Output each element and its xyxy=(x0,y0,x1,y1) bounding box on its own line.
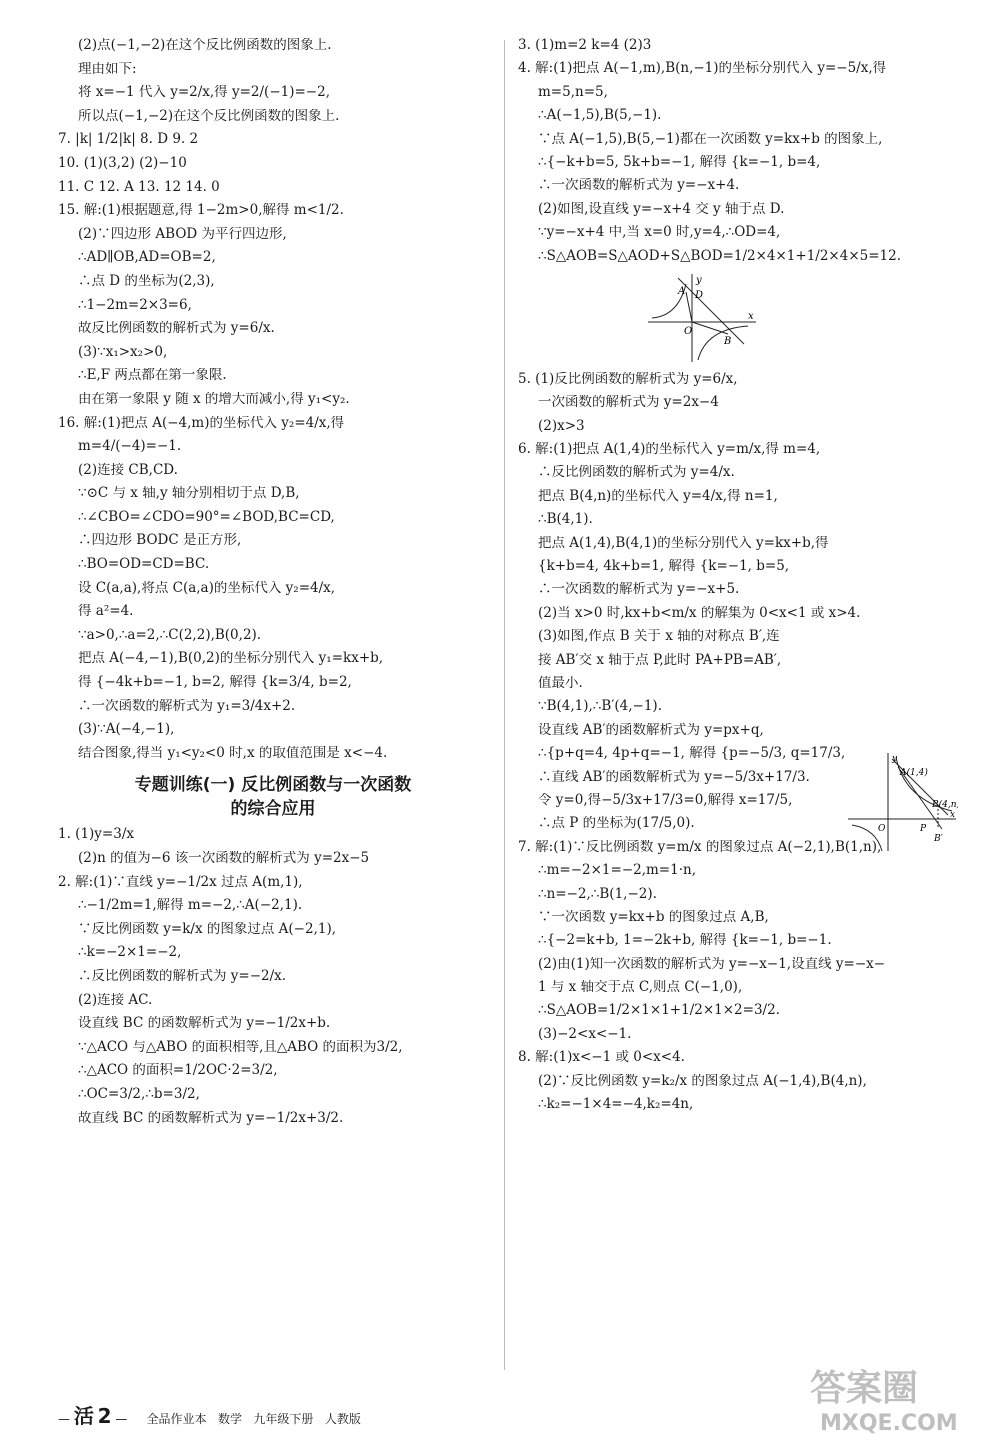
answer-line: (2)当 x>0 时,kx+b<m/x 的解集为 0<x<1 或 x>4. xyxy=(538,605,861,621)
answer-line: ∴{−2=k+b, 1=−2k+b, 解得 {k=−1, b=−1. xyxy=(538,933,832,949)
footer-dash-right: — xyxy=(115,1412,128,1426)
answer-line: ∴一次函数的解析式为 y=−x+5. xyxy=(538,582,740,598)
answer-line: ∴BO=OD=CD=BC. xyxy=(78,557,210,573)
section-title-line-1: 专题训练(一) 反比例函数与一次函数 xyxy=(134,775,412,796)
column-divider xyxy=(504,40,505,1370)
answer-line: ∴k₂=−1×4=−4,k₂=4n, xyxy=(538,1097,694,1113)
answer-line: ∴四边形 BODC 是正方形, xyxy=(78,533,242,549)
label-o: O xyxy=(684,325,693,337)
answer-line: 令 y=0,得−5/3x+17/3=0,解得 x=17/5, xyxy=(538,792,793,808)
left-answers-block-2 xyxy=(58,827,488,1134)
answer-line: ∴△ACO 的面积=1/2OC·2=3/2, xyxy=(78,1063,278,1079)
answer-line: 所以点(−1,−2)在这个反比例函数的图象上. xyxy=(78,108,340,124)
answer-line: m=5,n=5, xyxy=(538,84,608,100)
answer-line: 将 x=−1 代入 y=2/x,得 y=2/(−1)=−2, xyxy=(78,85,330,101)
watermark-bottom: MXQE.COM xyxy=(820,1411,958,1436)
answer-line: m=4/(−4)=−1. xyxy=(78,439,182,455)
answer-line: (2)连接 AC. xyxy=(78,992,153,1008)
answer-line: 故直线 BC 的函数解析式为 y=−1/2x+3/2. xyxy=(78,1110,344,1126)
hyperbola-branch-right xyxy=(698,326,748,360)
answer-line: ∵反比例函数 y=k/x 的图象过点 A(−2,1), xyxy=(78,921,337,937)
answer-line: (3)−2<x<−1. xyxy=(538,1026,632,1042)
answer-line: 6. 解:(1)把点 A(1,4)的坐标代入 y=m/x,得 m=4, xyxy=(518,442,821,458)
watermark-top: 答案圈 xyxy=(810,1368,919,1409)
right-answers-block-2 xyxy=(518,372,970,1121)
answer-line: ∴点 P 的坐标为(17/5,0). xyxy=(538,816,695,832)
answer-line: 结合图象,得当 y₁<y₂<0 时,x 的取值范围是 x<−4. xyxy=(78,745,388,761)
answer-line: ∴1−2m=2×3=6, xyxy=(78,297,192,313)
answer-line: ∴{p+q=4, 4p+q=−1, 解得 {p=−5/3, q=17/3, xyxy=(538,746,846,762)
label-a: A xyxy=(678,285,686,297)
answer-line: {k+b=4, 4k+b=1, 解得 {k=−1, b=5, xyxy=(538,559,790,575)
answer-line: ∴B(4,1). xyxy=(538,512,593,528)
answer-line: 把点 B(4,n)的坐标代入 y=4/x,得 n=1, xyxy=(538,488,778,504)
label-x: x xyxy=(748,310,754,322)
figure-graph-q6 xyxy=(848,753,958,857)
answer-line: ∴一次函数的解析式为 y=−x+4. xyxy=(538,178,740,194)
answer-line: ∵⊙C 与 x 轴,y 轴分别相切于点 D,B, xyxy=(78,486,300,502)
edition: 人教版 xyxy=(324,1412,361,1426)
answer-line: 16. 解:(1)把点 A(−4,m)的坐标代入 y₂=4/x,得 xyxy=(58,415,345,431)
answer-line: ∴反比例函数的解析式为 y=4/x. xyxy=(538,465,735,481)
label-x: x xyxy=(950,810,956,820)
answer-line: ∴∠CBO=∠CDO=90°=∠BOD,BC=CD, xyxy=(78,509,335,525)
answer-line: (2)由(1)知一次函数的解析式为 y=−x−1,设直线 y=−x− xyxy=(538,956,886,972)
answer-line: 故反比例函数的解析式为 y=6/x. xyxy=(78,321,275,337)
section-title-line-2: 的综合应用 xyxy=(230,799,316,820)
page-number: 2 xyxy=(97,1404,112,1428)
segment-ob xyxy=(692,322,728,334)
answer-line: 3. (1)m=2 k=4 (2)3 xyxy=(518,38,652,53)
answer-line: 把点 A(1,4),B(4,1)的坐标分别代入 y=kx+b,得 xyxy=(538,535,829,551)
label-p: P xyxy=(920,824,927,834)
label-y: y xyxy=(696,274,702,286)
graph-q4-svg xyxy=(648,274,758,364)
answer-line: 1. (1)y=3/x xyxy=(58,827,134,843)
right-column xyxy=(518,38,970,1120)
answer-line: (3)∵A(−4,−1), xyxy=(78,722,175,738)
answer-line: ∴S△AOB=S△AOD+S△BOD=1/2×4×1+1/2×4×5=12. xyxy=(538,248,902,264)
answer-line: ∴−1/2m=1,解得 m=−2,∴A(−2,1). xyxy=(78,898,303,914)
watermark-svg xyxy=(800,1360,970,1440)
answer-line: ∴S△AOB=1/2×1×1+1/2×1×2=3/2. xyxy=(538,1003,780,1019)
graph-q6-svg xyxy=(848,753,958,853)
answer-line: ∴m=−2×1=−2,m=1·n, xyxy=(538,863,696,879)
answer-line: ∴k=−2×1=−2, xyxy=(78,945,182,961)
answer-line: ∴OC=3/2,∴b=3/2, xyxy=(78,1086,200,1102)
answer-line: ∵B(4,1),∴B′(4,−1). xyxy=(538,699,662,715)
answer-line: 设 C(a,a),将点 C(a,a)的坐标代入 y₂=4/x, xyxy=(78,580,336,596)
label-b: B xyxy=(724,335,732,347)
answer-line: (3)如图,作点 B 关于 x 轴的对称点 B′,连 xyxy=(538,629,780,645)
book-title: 全品作业本 xyxy=(146,1412,207,1426)
answer-line: 接 AB′交 x 轴于点 P,此时 PA+PB=AB′, xyxy=(538,652,782,668)
answer-line: (3)∵x₁>x₂>0, xyxy=(78,344,168,360)
left-answers-block-1 xyxy=(58,38,488,769)
answer-line: (2)如图,设直线 y=−x+4 交 y 轴于点 D. xyxy=(538,201,785,217)
answer-line: (2)点(−1,−2)在这个反比例函数的图象上. xyxy=(78,38,332,53)
answer-line: ∵a>0,∴a=2,∴C(2,2),B(0,2). xyxy=(78,627,262,643)
answer-line: 1 与 x 轴交于点 C,则点 C(−1,0), xyxy=(538,980,743,996)
answer-line: 值最小. xyxy=(538,675,583,691)
answer-line: ∴E,F 两点都在第一象限. xyxy=(78,368,227,384)
answer-line: 设直线 BC 的函数解析式为 y=−1/2x+b. xyxy=(78,1016,331,1032)
answer-line: 由在第一象限 y 随 x 的增大而减小,得 y₁<y₂. xyxy=(78,391,350,407)
answer-line: ∵y=−x+4 中,当 x=0 时,y=4,∴OD=4, xyxy=(538,225,781,241)
label-o: O xyxy=(878,824,886,834)
answer-line: (2)n 的值为−6 该一次函数的解析式为 y=2x−5 xyxy=(78,851,370,866)
answer-line: (2)x>3 xyxy=(538,418,585,434)
label-y: y xyxy=(892,754,898,764)
segment-ao xyxy=(686,292,692,322)
label-b: B(4,n) xyxy=(932,800,958,810)
subject: 数学 xyxy=(217,1412,242,1426)
label-b-prime: B′ xyxy=(934,834,943,844)
answer-line: ∴直线 AB′的函数解析式为 y=−5/3x+17/3. xyxy=(538,769,810,785)
answer-line: 得 a²=4. xyxy=(78,604,134,620)
page-prefix: 活 xyxy=(73,1404,94,1428)
label-a: A(1,4) xyxy=(900,768,928,778)
answer-line: ∴n=−2,∴B(1,−2). xyxy=(538,886,657,902)
answer-line: ∴一次函数的解析式为 y₁=3/4x+2. xyxy=(78,698,296,714)
answer-line: ∵△ACO 与△ABO 的面积相等,且△ABO 的面积为3/2, xyxy=(78,1039,403,1055)
footer-dash-left: — xyxy=(58,1412,70,1426)
watermark-logo xyxy=(800,1360,970,1444)
answer-line: (2)连接 CB,CD. xyxy=(78,462,178,478)
answer-line: 7. |k| 1/2|k| 8. D 9. 2 xyxy=(58,132,199,148)
answer-line: 把点 A(−4,−1),B(0,2)的坐标分别代入 y₁=kx+b, xyxy=(78,651,384,667)
answer-line: ∴点 D 的坐标为(2,3), xyxy=(78,273,215,289)
answer-line: 11. C 12. A 13. 12 14. 0 xyxy=(58,179,220,195)
answer-line: 2. 解:(1)∵直线 y=−1/2x 过点 A(m,1), xyxy=(58,874,303,890)
label-d: D xyxy=(695,289,704,301)
answer-line: 7. 解:(1)∵反比例函数 y=m/x 的图象过点 A(−2,1),B(1,n), xyxy=(518,839,882,855)
answer-line: 得 {−4k+b=−1, b=2, 解得 {k=3/4, b=2, xyxy=(78,675,352,691)
answer-line: 10. (1)(3,2) (2)−10 xyxy=(58,155,187,171)
answer-line: (2)∵四边形 ABOD 为平行四边形, xyxy=(78,226,287,242)
answer-line: ∴A(−1,5),B(5,−1). xyxy=(538,108,662,124)
answer-line: ∵点 A(−1,5),B(5,−1)都在一次函数 y=kx+b 的图象上, xyxy=(538,131,883,147)
answer-line: ∵一次函数 y=kx+b 的图象过点 A,B, xyxy=(538,909,769,925)
answer-line: 理由如下: xyxy=(78,61,137,77)
answer-line: 15. 解:(1)根据题意,得 1−2m>0,解得 m<1/2. xyxy=(58,203,344,219)
answer-line: 4. 解:(1)把点 A(−1,m),B(n,−1)的坐标分别代入 y=−5/x,得 xyxy=(518,61,887,77)
answer-line: ∴AD∥OB,AD=OB=2, xyxy=(78,250,216,266)
section-title xyxy=(58,773,488,821)
grade: 九年级下册 xyxy=(253,1412,314,1426)
answer-line: ∴{−k+b=5, 5k+b=−1, 解得 {k=−1, b=4, xyxy=(538,154,821,170)
answer-line: 设直线 AB′的函数解析式为 y=px+q, xyxy=(538,722,764,738)
left-column xyxy=(58,38,488,1134)
figure-graph-q4 xyxy=(648,274,970,368)
right-answers-block-1 xyxy=(518,38,970,272)
page-footer xyxy=(58,1400,361,1429)
answer-line: (2)∵反比例函数 y=k₂/x 的图象过点 A(−1,4),B(4,n), xyxy=(538,1073,867,1089)
answer-line: 一次函数的解析式为 y=2x−4 xyxy=(538,395,719,411)
answer-line: ∴反比例函数的解析式为 y=−2/x. xyxy=(78,968,287,984)
answer-line: 5. (1)反比例函数的解析式为 y=6/x, xyxy=(518,371,738,387)
answer-line: 8. 解:(1)x<−1 或 0<x<4. xyxy=(518,1050,685,1066)
